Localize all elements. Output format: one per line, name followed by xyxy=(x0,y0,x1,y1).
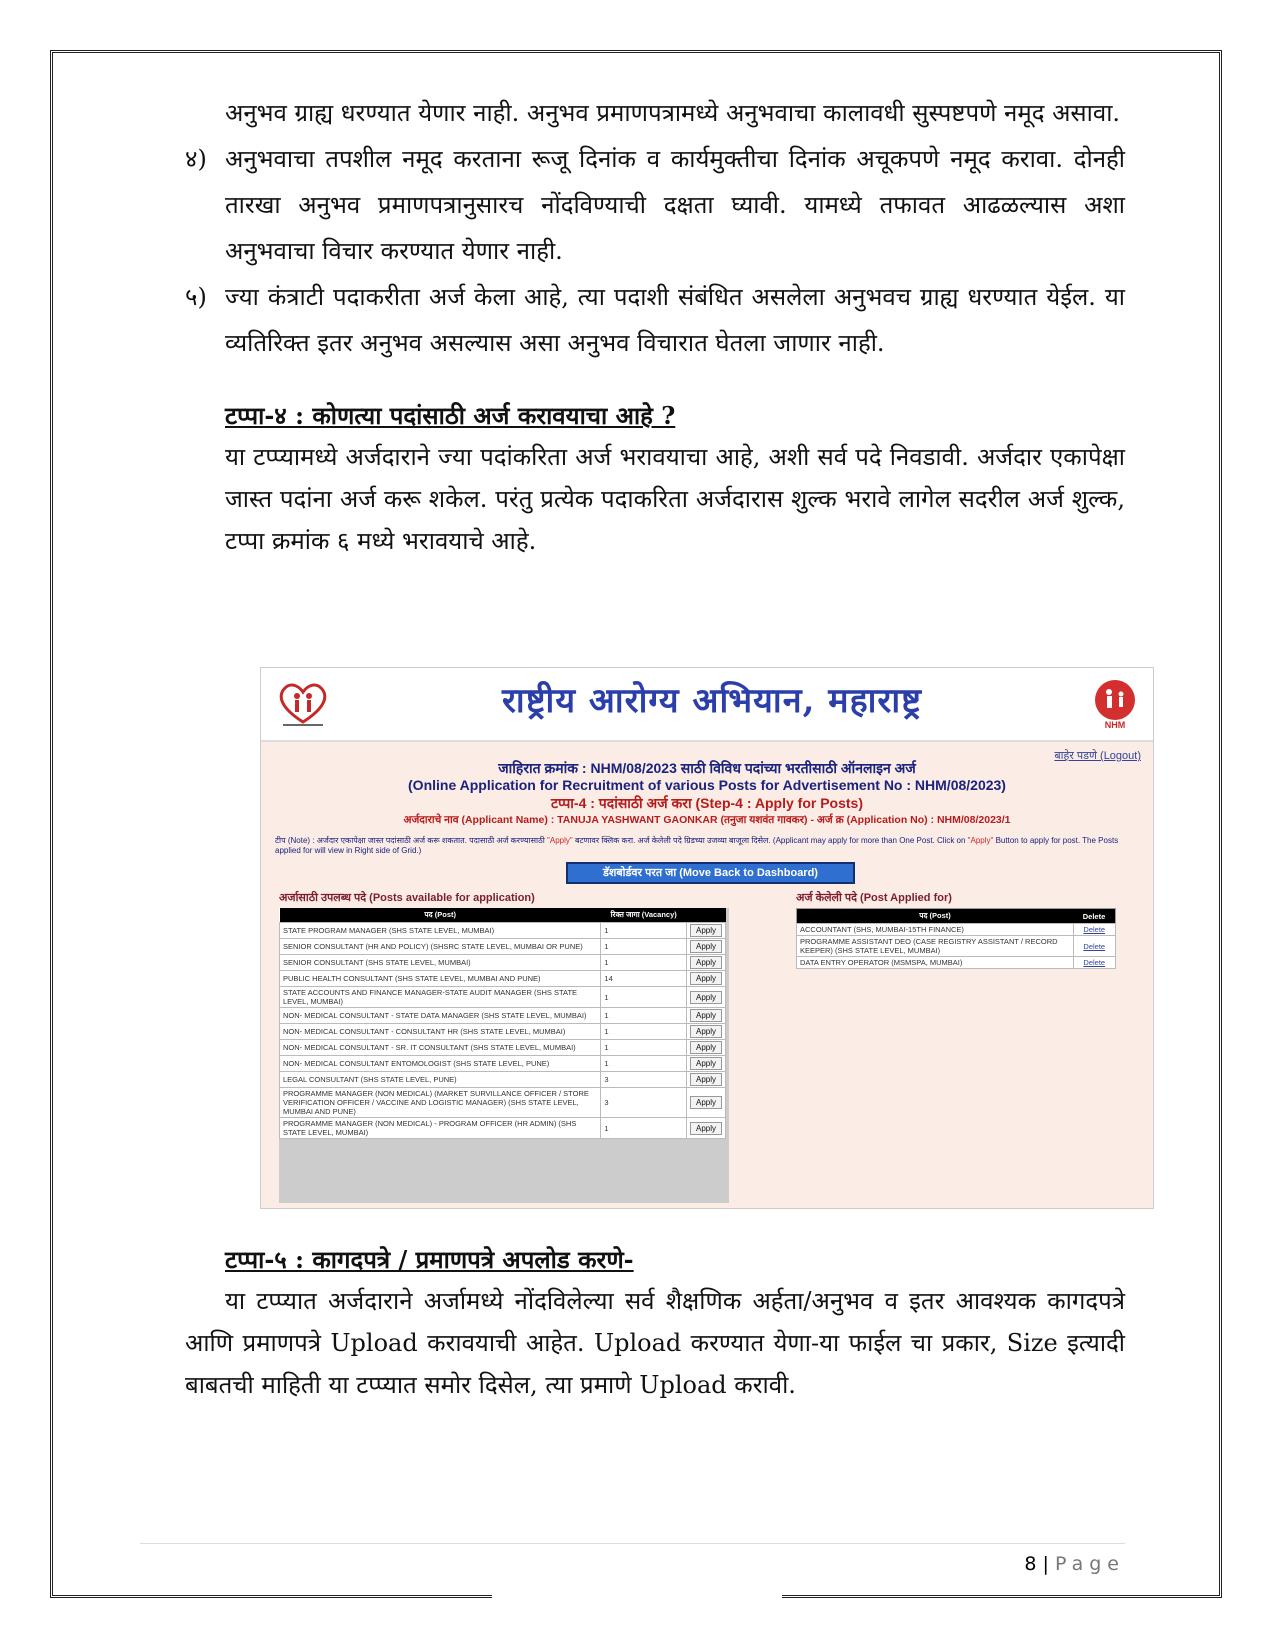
apply-button[interactable]: Apply xyxy=(690,1025,722,1038)
item-text: ज्या कंत्राटी पदाकरीता अर्ज केला आहे, त्या पदाशी संबंधित असलेला अनुभवच ग्राह्य धरण्यात येईल. या व्यतिरिक्त इतर अनुभव असल्यास असा अनुभव विचारात घेतला जाणार नाही. xyxy=(225,283,1125,357)
post-cell: PROGRAMME MANAGER (NON MEDICAL) (MARKET SURVILLANCE OFFICER / STORE VERIFICATION OFFICER / VACCINE AND LOGISTIC MANAGER) (SHS STATE LEVEL, MUMBAI AND PUNE) xyxy=(280,1088,601,1118)
item-text: अनुभवाचा तपशील नमूद करताना रूजू दिनांक व कार्यमुक्तीचा दिनांक अचूकपणे नमूद करावा. दोनही तारखा अनुभव प्रमाणपत्रानुसारच नोंदविण्याची दक्षता घ्यावी. यामध्ये तफावत आढळल्यास अशा अनुभवाचा विचार करण्यात येणार नाही. xyxy=(225,145,1125,265)
border-gap xyxy=(492,1590,782,1602)
delete-link[interactable]: Delete xyxy=(1083,941,1106,951)
delete-link[interactable]: Delete xyxy=(1083,958,1106,967)
step4-heading: टप्पा-४ : कोणत्या पदांसाठी अर्ज करावयाचा आहे ? xyxy=(225,401,676,430)
table-row xyxy=(280,1088,726,1118)
note-part: बटणावर क्लिक करा. अर्ज केलेली पदे ग्रिडच्या उजव्या बाजूला दिसेल. (Applicant may apply for more than One Post. Click on xyxy=(572,836,968,845)
action-cell xyxy=(686,1040,725,1056)
column-header-delete: Delete xyxy=(1073,909,1116,924)
document-content xyxy=(185,90,1125,562)
post-cell: NON- MEDICAL CONSULTANT ENTOMOLOGIST (SHS STATE LEVEL, PUNE) xyxy=(280,1056,601,1072)
applied-posts-table xyxy=(796,908,1116,969)
post-cell: NON- MEDICAL CONSULTANT - STATE DATA MANAGER (SHS STATE LEVEL, MUMBAI) xyxy=(280,1008,601,1024)
footer-divider xyxy=(140,1543,1125,1544)
apply-button[interactable]: Apply xyxy=(690,1057,722,1070)
apply-button[interactable]: Apply xyxy=(690,991,722,1004)
post-cell: STATE PROGRAM MANAGER (SHS STATE LEVEL, MUMBAI) xyxy=(280,923,601,939)
column-header-post: पद (Post) xyxy=(280,908,601,923)
vacancy-cell: 1 xyxy=(601,923,687,939)
logout-link[interactable]: बाहेर पडणे (Logout) xyxy=(1054,750,1141,762)
apply-button[interactable]: Apply xyxy=(690,1122,722,1135)
step-title: टप्पा-4 : पदांसाठी अर्ज करा (Step-4 : Apply for Posts) xyxy=(550,795,864,811)
post-cell: NON- MEDICAL CONSULTANT - CONSULTANT HR (SHS STATE LEVEL, MUMBAI) xyxy=(280,1024,601,1040)
note-part: Button to apply for post. The Posts applied for will view in Right side of Grid.) xyxy=(275,836,1119,855)
page-number-value: 8 xyxy=(1024,1553,1037,1575)
table-row xyxy=(797,936,1116,957)
post-cell: DATA ENTRY OPERATOR (MSMSPA, MUMBAI) xyxy=(797,957,1074,969)
post-cell: SENIOR CONSULTANT (HR AND POLICY) (SHSRC STATE LEVEL, MUMBAI OR PUNE) xyxy=(280,939,601,955)
vacancy-cell: 1 xyxy=(601,1024,687,1040)
delete-cell xyxy=(1073,957,1116,969)
post-cell: PUBLIC HEALTH CONSULTANT (SHS STATE LEVEL, MUMBAI AND PUNE) xyxy=(280,971,601,987)
action-cell xyxy=(686,923,725,939)
post-cell: STATE ACCOUNTS AND FINANCE MANAGER-STATE AUDIT MANAGER (SHS STATE LEVEL, MUMBAI) xyxy=(280,987,601,1008)
vacancy-cell: 3 xyxy=(601,1088,687,1118)
page-separator: | xyxy=(1042,1553,1049,1575)
table-row xyxy=(280,1118,726,1139)
vacancy-cell: 1 xyxy=(601,1008,687,1024)
note-part: टीप (Note) : अर्जदार एकापेक्षा जास्त पदांसाठी अर्ज करू शकतात. पदासाठी अर्ज करण्यासाठी xyxy=(275,836,548,845)
note-apply-word: "Apply" xyxy=(547,836,573,845)
table-row xyxy=(797,924,1116,936)
action-cell xyxy=(686,1024,725,1040)
post-cell: ACCOUNTANT (SHS, MUMBAI-15TH FINANCE) xyxy=(797,924,1074,936)
table-row xyxy=(280,1040,726,1056)
apply-button[interactable]: Apply xyxy=(690,1096,722,1109)
action-cell xyxy=(686,1008,725,1024)
item-number: ५) xyxy=(185,283,207,311)
table-row xyxy=(280,955,726,971)
numbered-item-4 xyxy=(185,136,1125,274)
table-row xyxy=(280,923,726,939)
step5-heading: टप्पा-५ : कागदपत्रे / प्रमाणपत्रे अपलोड करणे- xyxy=(225,1245,634,1274)
portal-screenshot xyxy=(260,667,1154,1209)
advertisement-title-marathi: जाहिरात क्रमांक : NHM/08/2023 साठी विविध पदांच्या भरतीसाठी ऑनलाइन अर्ज xyxy=(498,760,916,776)
action-cell xyxy=(686,939,725,955)
vacancy-cell: 1 xyxy=(601,939,687,955)
nhm-logo-icon xyxy=(1087,676,1143,732)
numbered-item-5 xyxy=(185,274,1125,366)
available-posts-table xyxy=(279,908,726,1139)
action-cell xyxy=(686,1056,725,1072)
table-row xyxy=(280,1072,726,1088)
advertisement-title-english: (Online Application for Recruitment of various Posts for Advertisement No : NHM/08/2023) xyxy=(408,777,1006,793)
action-cell xyxy=(686,955,725,971)
delete-cell xyxy=(1073,924,1116,936)
column-header-action xyxy=(686,908,725,923)
vacancy-cell: 3 xyxy=(601,1072,687,1088)
table-row xyxy=(280,1024,726,1040)
post-cell: PROGRAMME MANAGER (NON MEDICAL) - PROGRAM OFFICER (HR ADMIN) (SHS STATE LEVEL, MUMBAI) xyxy=(280,1118,601,1139)
column-header-post: पद (Post) xyxy=(797,909,1074,924)
action-cell xyxy=(686,987,725,1008)
delete-cell xyxy=(1073,936,1116,957)
item-number: ४) xyxy=(185,145,207,173)
table-row xyxy=(280,987,726,1008)
apply-button[interactable]: Apply xyxy=(690,940,722,953)
page-label: Page xyxy=(1055,1553,1125,1575)
available-posts-heading: अर्जासाठी उपलब्ध पदे (Posts available for application) xyxy=(279,892,535,904)
vacancy-cell: 1 xyxy=(601,1040,687,1056)
step5-body: या टप्प्यात अर्जदाराने अर्जामध्ये नोंदविलेल्या सर्व शैक्षणिक अर्हता/अनुभव व इतर आवश्यक कागदपत्रे आणि प्रमाणपत्रे Upload करावयाची आहेत. Upload करण्यात येणा-या फाईल चा प्रकार, Size इत्यादी बाबतची माहिती या टप्प्यात समोर दिसेल, त्या प्रमाणे Upload करावी. xyxy=(185,1287,1125,1399)
apply-button[interactable]: Apply xyxy=(690,972,722,985)
step5-section xyxy=(185,1240,1125,1406)
portal-header xyxy=(261,668,1153,742)
available-posts-grid xyxy=(279,908,729,1203)
table-row xyxy=(280,1008,726,1024)
apply-button[interactable]: Apply xyxy=(690,956,722,969)
post-cell: NON- MEDICAL CONSULTANT - SR. IT CONSULTANT (SHS STATE LEVEL, MUMBAI) xyxy=(280,1040,601,1056)
apply-button[interactable]: Apply xyxy=(690,1041,722,1054)
delete-link[interactable]: Delete xyxy=(1083,925,1106,934)
table-row xyxy=(797,957,1116,969)
apply-button[interactable]: Apply xyxy=(690,1009,722,1022)
table-row xyxy=(280,971,726,987)
action-cell xyxy=(686,1118,725,1139)
applied-posts-heading: अर्ज केलेली पदे (Post Applied for) xyxy=(796,892,952,904)
vacancy-cell: 1 xyxy=(601,987,687,1008)
note-apply-word: "Apply" xyxy=(967,836,994,845)
action-cell xyxy=(686,1072,725,1088)
apply-button[interactable]: Apply xyxy=(690,924,722,937)
post-cell: LEGAL CONSULTANT (SHS STATE LEVEL, PUNE) xyxy=(280,1072,601,1088)
table-row xyxy=(280,939,726,955)
apply-button[interactable]: Apply xyxy=(690,1073,722,1086)
vacancy-cell: 1 xyxy=(601,1056,687,1072)
note-text xyxy=(275,836,1141,856)
column-header-vacancy: रिक्त जागा (Vacancy) xyxy=(601,908,687,923)
step4-body: या टप्प्यामध्ये अर्जदाराने ज्या पदांकरिता अर्ज भरावयाचा आहे, अशी सर्व पदे निवडावी. अर्जदार एकापेक्षा जास्त पदांना अर्ज करू शकेल. परंतु प्रत्येक पदाकरिता अर्जदारास शुल्क भरावे लागेल सदरील अर्ज शुल्क, टप्पा क्रमांक ६ मध्ये भरावयाचे आहे. xyxy=(225,443,1125,555)
health-dept-logo-icon xyxy=(273,678,333,730)
post-cell: PROGRAMME ASSISTANT DEO (CASE REGISTRY ASSISTANT / RECORD KEEPER) (SHS STATE LEVEL, MUMBAI) xyxy=(797,936,1074,957)
portal-title: राष्ट्रीय आरोग्य अभियान, महाराष्ट्र xyxy=(501,681,922,721)
post-cell: SENIOR CONSULTANT (SHS STATE LEVEL, MUMBAI) xyxy=(280,955,601,971)
table-header-row xyxy=(797,909,1116,924)
action-cell xyxy=(686,971,725,987)
table-header-row xyxy=(280,908,726,923)
applicant-info: अर्जदाराचे नाव (Applicant Name) : TANUJA YASHWANT GAONKAR (तनुजा यशवंत गावकर) - अर्ज क्र (Application No) : NHM/08/2023/1 xyxy=(403,814,1011,826)
table-row xyxy=(280,1056,726,1072)
vacancy-cell: 1 xyxy=(601,955,687,971)
vacancy-cell: 14 xyxy=(601,971,687,987)
action-cell xyxy=(686,1088,725,1118)
application-header xyxy=(261,760,1153,828)
move-back-to-dashboard-button[interactable]: डॅशबोर्डवर परत जा (Move Back to Dashboard) xyxy=(566,862,855,884)
svg-text:NHM: NHM xyxy=(1104,720,1126,730)
vacancy-cell: 1 xyxy=(601,1118,687,1139)
intro-paragraph: अनुभव ग्राह्य धरण्यात येणार नाही. अनुभव प्रमाणपत्रामध्ये अनुभवाचा कालावधी सुस्पष्टपणे नमूद असावा. xyxy=(225,99,1121,127)
page-number xyxy=(1024,1553,1125,1575)
